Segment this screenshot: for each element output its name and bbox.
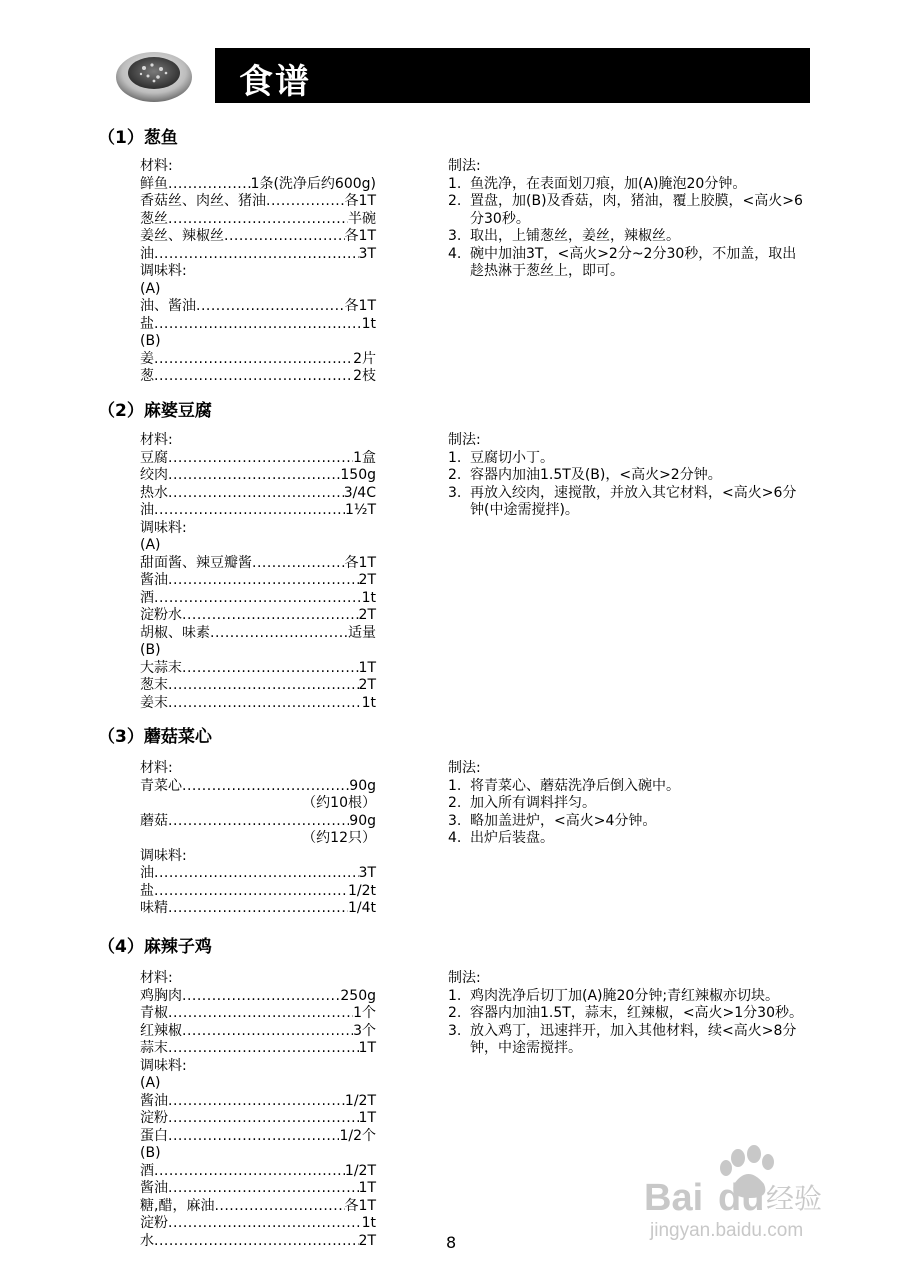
- step-text: 鱼洗净，在表面划刀痕，加(A)腌泡20分钟。: [470, 175, 747, 192]
- ingredient-group-header: 调味料:: [140, 263, 187, 279]
- ingredient-name: 姜: [140, 350, 154, 367]
- ingredients-list: [140, 760, 376, 918]
- method-step: [448, 1023, 808, 1058]
- ingredient-name: 酒: [140, 1162, 154, 1179]
- method-step: [448, 778, 808, 796]
- ingredient-row: [140, 1128, 376, 1146]
- ingredient-group-header: 调味料:: [140, 519, 187, 536]
- ingredient-name: 姜丝、辣椒丝: [140, 228, 224, 244]
- step-text: 碗中加油3T，<高火>2分~2分30秒，不加盖，取出趁热淋于葱丝上，即可。: [470, 245, 797, 279]
- recipe-title: （4）麻辣子鸡: [98, 937, 212, 957]
- step-number: 4.: [448, 830, 462, 846]
- ingredient-group-header: (B): [140, 642, 161, 658]
- dot-leader: [168, 450, 353, 468]
- ingredient-amount: 90g: [349, 812, 376, 829]
- dot-leader: [154, 883, 348, 901]
- ingredient-row: [140, 1093, 376, 1111]
- dot-leader: [182, 660, 359, 678]
- dot-leader: [252, 555, 345, 573]
- method-step: [448, 193, 808, 228]
- dot-leader: [154, 316, 362, 334]
- ingredient-amount: 3个: [353, 1022, 376, 1039]
- ingredient-name: 热水: [140, 484, 168, 501]
- method-step: [448, 467, 808, 485]
- ingredient-name: 油、酱油: [140, 298, 196, 314]
- ingredient-note-text: （约12只）: [302, 830, 376, 846]
- dot-leader: [168, 695, 362, 713]
- ingredient-amount: 1盒: [353, 449, 376, 466]
- ingredient-row: [140, 502, 376, 520]
- ingredient-name: 味精: [140, 900, 168, 916]
- dot-leader: [154, 246, 359, 264]
- method-step: [448, 988, 808, 1006]
- ingredient-amount: 90g: [349, 777, 376, 794]
- svg-text:Bai: Bai: [644, 1177, 704, 1219]
- dot-leader: [182, 1023, 353, 1041]
- step-number: 2.: [448, 795, 462, 811]
- method-list: [448, 158, 808, 281]
- step-number: 3.: [448, 812, 462, 829]
- ingredient-amount: 3T: [358, 245, 376, 262]
- ingredient-row: [140, 813, 376, 831]
- ingredient-amount: 1T: [358, 1040, 376, 1056]
- step-text: 鸡肉洗净后切丁加(A)腌20分钟;青红辣椒亦切块。: [470, 987, 780, 1004]
- ingredient-name: 盐: [140, 882, 154, 899]
- ingredient-name: 香菇丝、肉丝、猪油: [140, 193, 266, 209]
- ingredients-label: 材料:: [140, 760, 173, 776]
- dish-icon: [114, 46, 194, 104]
- ingredient-name: 姜末: [140, 694, 168, 711]
- ingredient-name: 葱末: [140, 677, 168, 693]
- step-number: 2.: [448, 193, 462, 209]
- ingredients-list: [140, 432, 376, 712]
- recipe-title: （3）蘑菇菜心: [98, 727, 212, 747]
- ingredient-row: [140, 1163, 376, 1181]
- ingredient-row: [140, 228, 376, 246]
- ingredient-row: [140, 555, 376, 573]
- method-label: 制法:: [448, 158, 481, 174]
- ingredient-name: 鸡胸肉: [140, 987, 182, 1004]
- ingredient-amount: 1个: [353, 1005, 376, 1021]
- ingredient-row: [140, 246, 376, 264]
- ingredient-name: 青菜心: [140, 777, 182, 794]
- svg-text:jingyan.baidu.com: jingyan.baidu.com: [650, 1220, 804, 1241]
- svg-text:经验: 经验: [766, 1182, 823, 1215]
- ingredient-amount: 1/2t: [347, 882, 376, 899]
- ingredient-row: [140, 193, 376, 211]
- ingredient-amount: 各1T: [344, 554, 376, 571]
- page-number: 8: [446, 1233, 457, 1252]
- ingredient-name: 糖,醋，麻油: [140, 1197, 215, 1214]
- ingredient-amount: 半碗: [348, 210, 376, 227]
- ingredient-note: [140, 830, 376, 848]
- ingredient-amount: 1t: [361, 315, 376, 332]
- dot-leader: [168, 1040, 359, 1058]
- recipe-title: （1）葱鱼: [98, 128, 178, 148]
- ingredient-row: [140, 485, 376, 503]
- step-number: 1.: [448, 777, 462, 794]
- method-step: [448, 813, 808, 831]
- ingredient-row: [140, 316, 376, 334]
- ingredient-name: 淀粉: [140, 1215, 168, 1231]
- dot-leader: [196, 298, 345, 316]
- ingredient-row: [140, 368, 376, 386]
- ingredient-row: [140, 351, 376, 369]
- ingredient-name: 胡椒、味素: [140, 624, 210, 641]
- dot-leader: [266, 193, 345, 211]
- ingredient-amount: 1/2T: [344, 1092, 376, 1109]
- ingredient-amount: 1T: [358, 1180, 376, 1196]
- ingredient-name: 酱油: [140, 572, 168, 588]
- ingredient-note-text: （约10根）: [302, 795, 376, 811]
- recipe-title: （2）麻婆豆腐: [98, 401, 212, 421]
- ingredient-name: 葱丝: [140, 210, 168, 227]
- ingredient-row: [140, 211, 376, 229]
- step-text: 略加盖进炉，<高火>4分钟。: [470, 812, 657, 829]
- ingredient-name: 鲜鱼: [140, 175, 168, 192]
- step-text: 容器内加油1.5T，蒜末，红辣椒，<高火>1分30秒。: [470, 1005, 803, 1021]
- ingredient-amount: 1t: [361, 1215, 376, 1231]
- dot-leader: [168, 1128, 339, 1146]
- ingredient-name: 淀粉: [140, 1110, 168, 1126]
- dot-leader: [168, 485, 344, 503]
- ingredient-row: [140, 1233, 376, 1251]
- step-number: 3.: [448, 1022, 462, 1039]
- ingredient-amount: 各1T: [344, 193, 376, 209]
- ingredient-row: [140, 1215, 376, 1233]
- dot-leader: [168, 176, 251, 194]
- dot-leader: [168, 467, 340, 485]
- step-number: 2.: [448, 467, 462, 483]
- step-text: 取出，上铺葱丝，姜丝，辣椒丝。: [470, 228, 680, 244]
- step-text: 容器内加油1.5T及(B)，<高火>2分钟。: [470, 467, 722, 483]
- step-text: 加入所有调料拌匀。: [470, 795, 596, 811]
- dot-leader: [154, 865, 359, 883]
- ingredient-amount: 各1T: [344, 298, 376, 314]
- ingredient-row: [140, 607, 376, 625]
- dot-leader: [168, 900, 348, 918]
- ingredient-name: 葱: [140, 368, 154, 384]
- method-list: [448, 432, 808, 520]
- ingredients-label: 材料:: [140, 158, 173, 174]
- ingredient-amount: 2T: [358, 607, 376, 623]
- ingredient-amount: 2枝: [353, 368, 376, 384]
- ingredient-amount: 1/2T: [344, 1162, 376, 1179]
- ingredient-name: 油: [140, 245, 154, 262]
- method-step: [448, 246, 808, 281]
- ingredient-amount: 3/4C: [343, 484, 376, 501]
- page-title: 食谱: [239, 62, 311, 102]
- ingredient-row: [140, 1005, 376, 1023]
- ingredient-amount: 1t: [361, 589, 376, 606]
- dot-leader: [154, 368, 353, 386]
- ingredient-name: 蘑菇: [140, 812, 168, 829]
- step-text: 再放入绞肉，速搅散，并放入其它材料，<高火>6分钟(中途需搅拌)。: [470, 484, 797, 518]
- method-step: [448, 830, 808, 848]
- ingredient-name: 淀粉水: [140, 607, 182, 623]
- ingredient-name: 绞肉: [140, 467, 168, 483]
- ingredient-name: 水: [140, 1232, 154, 1249]
- dot-leader: [210, 625, 348, 643]
- step-text: 放入鸡丁，迅速拌开，加入其他材料，续<高火>8分钟，中途需搅拌。: [470, 1022, 797, 1056]
- ingredient-row: [140, 883, 376, 901]
- method-list: [448, 760, 808, 848]
- dot-leader: [168, 1180, 359, 1198]
- ingredient-row: [140, 298, 376, 316]
- ingredient-amount: 150g: [340, 467, 376, 483]
- ingredient-row: [140, 1180, 376, 1198]
- ingredient-amount: 250g: [340, 987, 376, 1004]
- dot-leader: [154, 590, 362, 608]
- ingredient-name: 油: [140, 865, 154, 881]
- dot-leader: [168, 677, 359, 695]
- ingredient-amount: 1/2个: [339, 1127, 376, 1144]
- ingredient-amount: 2T: [358, 1232, 376, 1249]
- method-list: [448, 970, 808, 1058]
- method-step: [448, 176, 808, 194]
- dot-leader: [154, 502, 345, 520]
- method-step: [448, 795, 808, 813]
- ingredient-row: [140, 900, 376, 918]
- ingredient-row: [140, 988, 376, 1006]
- ingredient-amount: 2片: [353, 350, 376, 367]
- dot-leader: [154, 1163, 345, 1181]
- dot-leader: [154, 351, 353, 369]
- ingredient-row: [140, 450, 376, 468]
- dot-leader: [214, 1198, 344, 1216]
- ingredient-row: [140, 695, 376, 713]
- ingredient-amount: 1T: [358, 1110, 376, 1126]
- ingredient-name: 甜面酱、辣豆瓣酱: [140, 554, 252, 571]
- ingredient-row: [140, 1110, 376, 1128]
- step-number: 1.: [448, 175, 462, 192]
- title-bar: [215, 48, 810, 103]
- step-text: 豆腐切小丁。: [470, 449, 554, 466]
- ingredient-amount: 3T: [358, 865, 376, 881]
- method-step: [448, 485, 808, 520]
- ingredient-amount: 1t: [361, 694, 376, 711]
- dot-leader: [182, 607, 359, 625]
- dot-leader: [182, 988, 340, 1006]
- step-number: 3.: [448, 484, 462, 501]
- dot-leader: [168, 1110, 359, 1128]
- ingredient-name: 酒: [140, 589, 154, 606]
- step-number: 1.: [448, 449, 462, 466]
- ingredient-amount: 1/4t: [347, 900, 376, 916]
- step-number: 4.: [448, 245, 462, 262]
- ingredient-row: [140, 778, 376, 796]
- ingredient-amount: 各1T: [344, 228, 376, 244]
- ingredient-amount: 各1T: [344, 1197, 376, 1214]
- step-number: 1.: [448, 987, 462, 1004]
- ingredient-row: [140, 865, 376, 883]
- dot-leader: [168, 1093, 345, 1111]
- ingredient-row: [140, 625, 376, 643]
- ingredient-name: 蛋白: [140, 1127, 168, 1144]
- ingredient-name: 酱油: [140, 1092, 168, 1109]
- svg-text:du: du: [718, 1177, 765, 1219]
- ingredient-name: 青椒: [140, 1005, 168, 1021]
- ingredient-row: [140, 176, 376, 194]
- ingredient-name: 蒜末: [140, 1040, 168, 1056]
- ingredient-name: 大蒜末: [140, 659, 182, 676]
- ingredient-group-header: (A): [140, 280, 161, 297]
- dot-leader: [168, 1215, 362, 1233]
- ingredient-name: 红辣椒: [140, 1022, 182, 1039]
- dot-leader: [154, 1233, 359, 1251]
- step-text: 出炉后装盘。: [470, 830, 554, 846]
- ingredient-group-header: 调味料:: [140, 1057, 187, 1074]
- method-step: [448, 450, 808, 468]
- method-step: [448, 228, 808, 246]
- method-label: 制法:: [448, 432, 481, 448]
- ingredient-note: [140, 795, 376, 813]
- ingredient-amount: 1T: [358, 659, 376, 676]
- ingredient-amount: 2T: [358, 572, 376, 588]
- ingredient-row: [140, 677, 376, 695]
- dot-leader: [168, 211, 348, 229]
- step-number: 2.: [448, 1005, 462, 1021]
- ingredient-name: 酱油: [140, 1180, 168, 1196]
- ingredient-group-header: (B): [140, 1145, 161, 1161]
- dot-leader: [168, 572, 359, 590]
- ingredient-row: [140, 1198, 376, 1216]
- method-label: 制法:: [448, 760, 481, 776]
- dot-leader: [182, 778, 349, 796]
- method-label: 制法:: [448, 970, 481, 986]
- dot-leader: [224, 228, 345, 246]
- step-number: 3.: [448, 228, 462, 244]
- ingredient-amount: 1½T: [344, 502, 376, 518]
- ingredient-row: [140, 660, 376, 678]
- ingredient-amount: 适量: [348, 624, 376, 641]
- ingredients-list: [140, 970, 376, 1250]
- ingredient-row: [140, 572, 376, 590]
- ingredient-name: 盐: [140, 315, 154, 332]
- ingredients-list: [140, 158, 376, 386]
- method-step: [448, 1005, 808, 1023]
- ingredient-name: 油: [140, 502, 154, 518]
- baidu-watermark: [638, 1140, 848, 1250]
- ingredient-row: [140, 1023, 376, 1041]
- ingredient-name: 豆腐: [140, 449, 168, 466]
- ingredients-label: 材料:: [140, 432, 173, 448]
- ingredient-group-header: (A): [140, 1075, 161, 1091]
- ingredient-amount: 2T: [358, 677, 376, 693]
- ingredient-row: [140, 590, 376, 608]
- ingredients-label: 材料:: [140, 970, 173, 986]
- ingredient-group-header: (A): [140, 537, 161, 553]
- ingredient-group-header: (B): [140, 333, 161, 349]
- ingredient-group-header: 调味料:: [140, 847, 187, 864]
- dot-leader: [168, 1005, 353, 1023]
- step-text: 置盘，加(B)及香菇，肉，猪油，覆上胶膜，<高火>6分30秒。: [470, 193, 803, 227]
- dot-leader: [168, 813, 349, 831]
- ingredient-row: [140, 467, 376, 485]
- ingredient-amount: 1条(洗净后约600g): [250, 175, 376, 192]
- step-text: 将青菜心、蘑菇洗净后倒入碗中。: [470, 777, 680, 794]
- ingredient-row: [140, 1040, 376, 1058]
